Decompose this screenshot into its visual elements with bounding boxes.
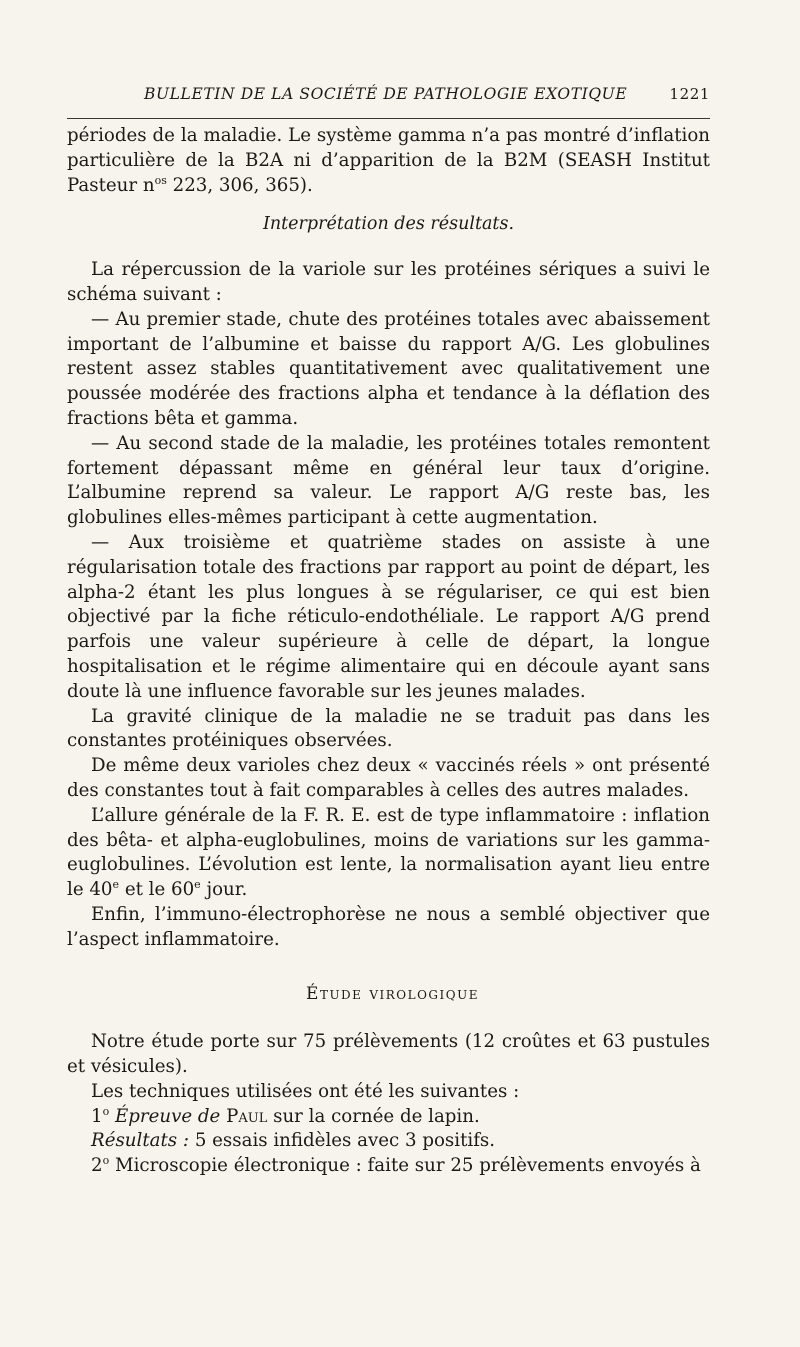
paragraph-techniques: Les techniques utilisées ont été les suivantes : — [91, 1080, 520, 1102]
list-item-resultats: Résultats : 5 essais infidèles avec 3 positifs. — [91, 1130, 496, 1152]
list-item-microscopie: 2$^o$ Microscopie électronique : faite sur 25 prélèvements envoyés à — [91, 1154, 701, 1177]
paragraph-etude: Notre étude porte sur 75 prélèvements (12 croûtes et 63 pustules et vésicules). — [67, 1031, 710, 1078]
paragraph-fre: L’allure générale de la F. R. E. est de type inflammatoire : inflation des bêta- et alpha-euglobulines, moins de variations sur les gamma-euglobulines. L’évolution est lente, la normalisation ayant lieu entre le 40e et le 60e jour. — [67, 804, 710, 901]
paragraph-immuno: Enfin, l’immuno-électrophorèse ne nous a semblé objectiver que l’aspect inflammatoire. — [67, 903, 710, 950]
paragraph-vaccines: De même deux varioles chez deux « vaccinés réels » ont présenté des constantes tout à fait comparables à celles des autres malades. — [67, 755, 710, 801]
paragraph-stage-2: — Au second stade de la maladie, les protéines totales remontent fortement dépassant même en général leur taux d’origine. L’albumine reprend sa valeur. Le rapport A/G reste bas, les globulines elles-mêmes participant à cette augmentation. — [67, 432, 710, 529]
article-body — [67, 124, 710, 1179]
header-rule — [67, 118, 710, 119]
section-heading-virologie: Étude virologique — [306, 983, 479, 1004]
running-header — [67, 83, 710, 107]
paragraph-stage-3-4: — Aux troisième et quatrième stades on assiste à une régularisation totale des fractions par rapport au point de départ, les alpha-2 étant les plus longues à se régulariser, ce qui est bien objectivé par la fiche réticulo-endothéliale. Le rapport A/G prend parfois une valeur supérieure à celle de départ, la longue hospitalisation et le régime alimentaire qui en découle ayant sans doute là une influence favorable sur les jeunes malades. — [67, 531, 710, 702]
subheading-interpretation: Interprétation des résultats. — [262, 214, 515, 235]
paragraph-continuation: périodes de la maladie. Le système gamma n’a pas montré d’inflation particulière de la B2A ni d’apparition de la B2M (SEASH Institut Pasteur $n^{os}$ 223, 306, 365). — [67, 125, 710, 196]
list-item-epreuve: 1$^o$ Épreuve de Paul sur la cornée de lapin. — [91, 1104, 480, 1127]
paragraph-schema: La répercussion de la variole sur les protéines sériques a suivi le schéma suivant : — [67, 259, 710, 305]
page-number: 1221 — [669, 85, 710, 103]
paragraph-stage-1: — Au premier stade, chute des protéines totales avec abaissement important de l’albumine et baisse du rapport A/G. Les globulines restent assez stables quantitativement avec qualitativement une poussée modérée des fractions alpha et tendance à la déflation des fractions bêta et gamma. — [67, 308, 710, 429]
paragraph-gravite: La gravité clinique de la maladie ne se traduit pas dans les constantes protéiniques observées. — [67, 705, 710, 752]
running-title: BULLETIN DE LA SOCIÉTÉ DE PATHOLOGIE EXOTIQUE — [144, 85, 628, 103]
